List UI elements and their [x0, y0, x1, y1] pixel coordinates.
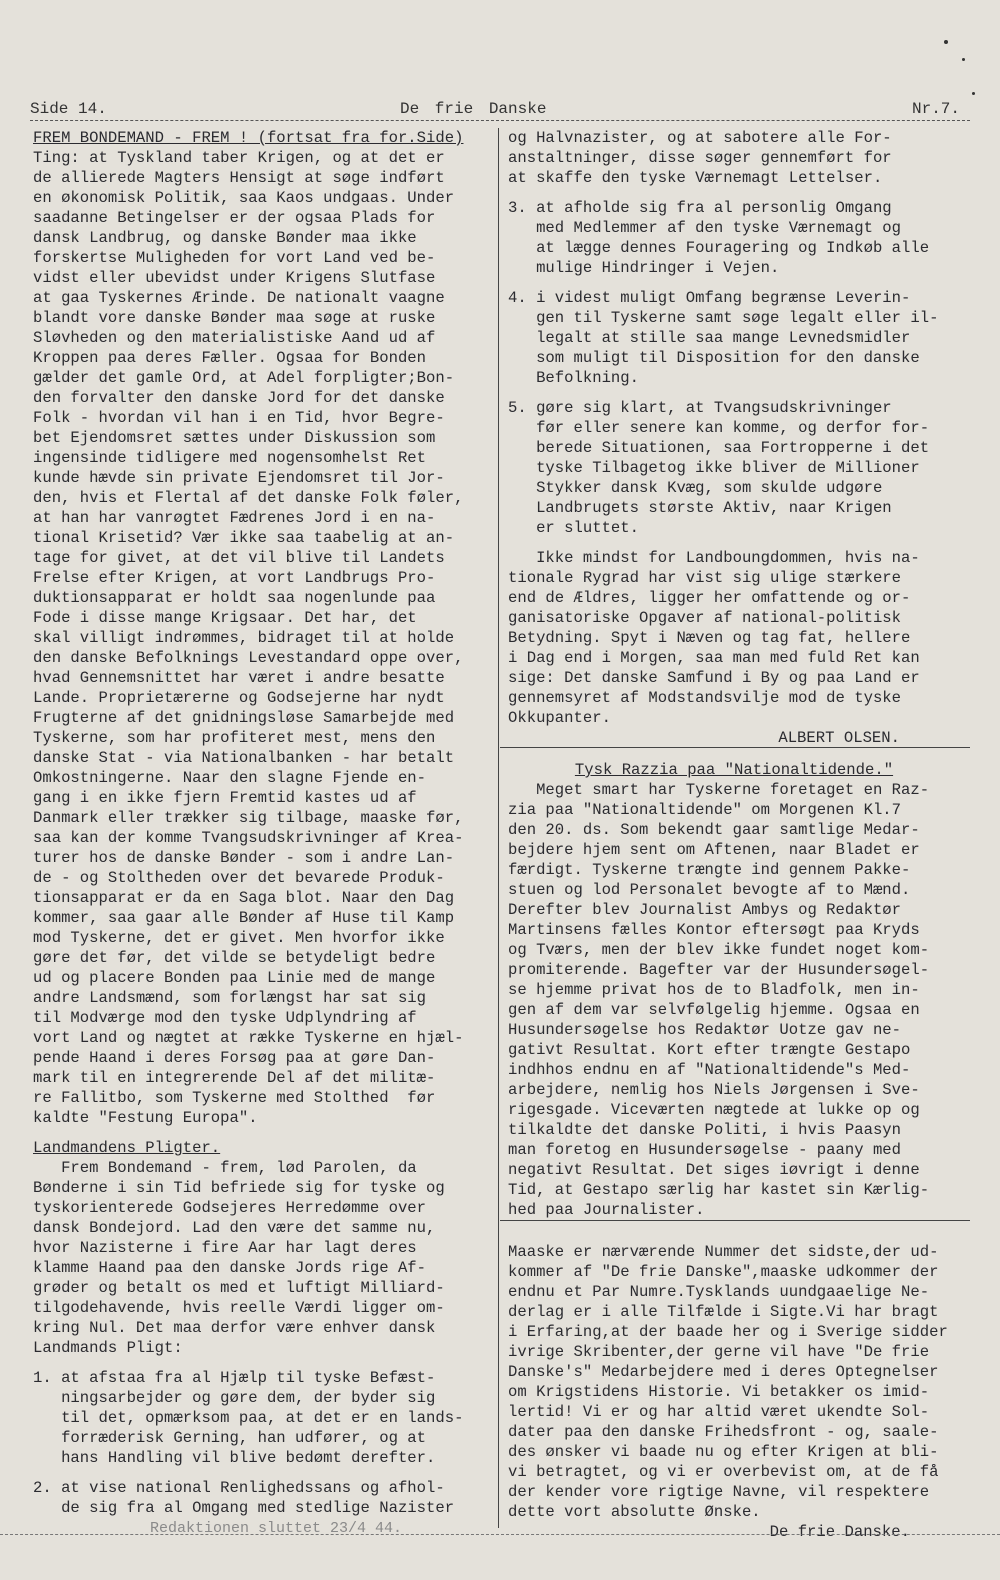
text-line: før eller senere kan komme, og derfor for-	[508, 419, 930, 437]
right-column	[508, 128, 960, 1542]
text-line: Tid, at Gestapo særlig har kastet sin Kærlig-	[508, 1181, 930, 1199]
text-line: mod Tyskerne, det er givet. Men hvorfor ikke	[33, 929, 445, 947]
article-body	[33, 148, 495, 1128]
text-line: 2. at vise national Renlighedssans og afhol-	[33, 1479, 445, 1497]
text-line: Maaske er nærværende Nummer det sidste,der ud-	[508, 1243, 939, 1261]
list-item-5	[508, 398, 960, 538]
editorial-notice	[508, 1242, 960, 1522]
text-line: blandt vore danske Bønder maa søge at ruske	[33, 309, 436, 327]
text-line: Lande. Proprietærerne og Godsejerne har nydt	[33, 689, 445, 707]
text-line: der kender vore rigtige Navne, vil respektere	[508, 1483, 930, 1501]
text-line: Danmark eller trækker sig tilbage, maaske før,	[33, 809, 464, 827]
text-line: klamme Haand paa den danske Jords rige Af-	[33, 1259, 427, 1277]
text-line: Frugterne af det gnidningsløse Samarbejde med	[33, 709, 455, 727]
text-line: end de Ældres, ligger her omfattende og or-	[508, 589, 911, 607]
notice-signature: De frie Danske.	[769, 1523, 910, 1541]
list-item-2	[33, 1478, 495, 1518]
text-line: endnu et Par Numre.Tysklands uundgaaelige Ne-	[508, 1283, 930, 1301]
text-line: bejdere hjem sent om Aftenen, naar Bladet er	[508, 841, 920, 859]
text-line: gativt Resultat. Kort efter trængte Gestapo	[508, 1041, 911, 1059]
text-line: og Halvnazister, og at sabotere alle For-	[508, 129, 892, 147]
newspaper-title: De frie Danske	[400, 100, 547, 118]
text-line: gøre det før, det vilde se betydeligt bedre	[33, 949, 436, 967]
text-line: des ønsker vi baade nu og efter Krigen at bli-	[508, 1443, 939, 1461]
text-line: Ikke mindst for Landboungdommen, hvis na-	[508, 549, 920, 567]
list-item-4	[508, 288, 960, 388]
text-line: gælder det gamle Ord, at Adel forpligter;Bon-	[33, 369, 455, 387]
razzia-title: Tysk Razzia paa "Nationaltidende."	[574, 761, 894, 779]
text-line: Betydning. Spyt i Næven og tag fat, hellere	[508, 629, 911, 647]
text-line: den danske Befolknings Levestandard oppe over,	[33, 649, 464, 667]
text-line: de sig fra al Omgang med stedlige Nazister	[33, 1499, 455, 1517]
text-line: tionsapparat er da en Saga blot. Naar den Dag	[33, 889, 455, 907]
text-line: færdigt. Tyskerne trængte ind gennem Pakke-	[508, 861, 911, 879]
text-line: at han har vanrøgtet Fædrenes Jord i en na-	[33, 509, 436, 527]
text-line: Frem Bondemand - frem, lød Parolen, da	[33, 1159, 417, 1177]
text-line: Ting: at Tyskland taber Krigen, og at det er	[33, 149, 445, 167]
ink-speck	[944, 40, 948, 44]
author-signature: ALBERT OLSEN.	[778, 729, 900, 747]
ink-speck	[962, 58, 965, 61]
text-line: vi betragtet, og vi er overbevist om, at de få	[508, 1463, 939, 1481]
text-line: Sløvheden og den materialistiske Aand ud af	[33, 329, 436, 347]
text-line: tilgodehavende, hvis reelle Værdi ligger om-	[33, 1299, 445, 1317]
text-line: de allierede Magters Hensigt at søge indført	[33, 169, 445, 187]
text-line: tyskorienterede Godsejeres Herredømme over	[33, 1199, 427, 1217]
text-line: Landmands Pligt:	[33, 1339, 183, 1357]
text-line: gen af dem var selvfølgelig hjemme. Ogsaa en	[508, 1001, 920, 1019]
text-line: 4. i videst muligt Omfang begrænse Leverin-	[508, 289, 911, 307]
text-line: at lægge dennes Fouragering og Indkøb alle	[508, 239, 930, 257]
text-line: kaldte "Festung Europa".	[33, 1109, 258, 1127]
text-line: danske Stat - via Nationalbanken - har betalt	[33, 749, 455, 767]
text-line: Meget smart har Tyskerne foretaget en Raz-	[508, 781, 930, 799]
ink-speck	[972, 92, 975, 95]
text-line: kring Nul. Det maa derfor være enhver dansk	[33, 1319, 436, 1337]
text-line: Derefter blev Journalist Ambys og Redaktør	[508, 901, 902, 919]
text-line: den, hvis et Flertal af det danske Folk føler,	[33, 489, 464, 507]
text-line: Kroppen paa deres Fæller. Ogsaa for Bonden	[33, 349, 427, 367]
text-line: dette vort absolutte Ønske.	[508, 1503, 761, 1521]
text-line: Landbrugets største Aktiv, naar Krigen	[508, 499, 892, 517]
text-line: hed paa Journalister.	[508, 1201, 705, 1219]
left-column	[33, 128, 495, 1518]
header-rule	[30, 120, 970, 121]
text-line: Fode i disse mange Krigsaar. Det har, det	[33, 609, 417, 627]
text-line: saadanne Betingelser er der ogsaa Plads for	[33, 209, 436, 227]
text-line: tional Krisetid? Vær ikke saa taabelig at an-	[33, 529, 455, 547]
text-line: ivrige Skribenter,der gerne vil have "De frie	[508, 1343, 930, 1361]
list-item-1	[33, 1368, 495, 1468]
text-line: Tyskerne, som har profiteret mest, mens den	[33, 729, 436, 747]
text-line: om Krigstidens Historie. Vi betakker os imid-	[508, 1383, 930, 1401]
page-number: Side 14.	[30, 100, 107, 118]
section-body	[33, 1158, 495, 1358]
text-line: turer hos de danske Bønder - som i andre Lan-	[33, 849, 455, 867]
text-line: gennemsyret af Modstandsvilje mod de tyske	[508, 689, 902, 707]
text-line: Martinsens fælles Kontor eftersøgt paa Kryds	[508, 921, 920, 939]
section-rule	[500, 747, 970, 748]
text-line: Stykker dansk Kvæg, som skulde udgøre	[508, 479, 883, 497]
text-line: den 20. ds. Som bekendt gaar samtlige Medar-	[508, 821, 920, 839]
list-item-3	[508, 198, 960, 278]
text-line: stuen og lod Personalet bevogte af to Mænd.	[508, 881, 911, 899]
list-item-2-continued	[508, 128, 960, 188]
text-line: 3. at afholde sig fra al personlig Omgang	[508, 199, 892, 217]
text-line: kommer af "De frie Danske",maaske udkommer der	[508, 1263, 939, 1281]
text-line: tyske Tilbagetog ikke bliver de Millioner	[508, 459, 920, 477]
text-line: gen til Tyskerne samt søge legalt eller il-	[508, 309, 939, 327]
text-line: anstaltninger, disse søger gennemført for	[508, 149, 892, 167]
text-line: Husundersøgelse hos Redaktør Uotze gav ne-	[508, 1021, 902, 1039]
razzia-article	[508, 780, 960, 1220]
text-line: negativt Resultat. Det siges iøvrigt i denne	[508, 1161, 920, 1179]
text-line: ganisatoriske Opgaver af national-politisk	[508, 609, 902, 627]
text-line: i Dag end i Morgen, saa man med fuld Ret kan	[508, 649, 920, 667]
text-line: sige: Det danske Samfund i By og paa Land er	[508, 669, 920, 687]
text-line: den forvalter den danske Jord for det danske	[33, 389, 445, 407]
closing-paragraph	[508, 548, 960, 728]
text-line: man foretog en Husundersøgelse - paany med	[508, 1141, 902, 1159]
footer-rule	[0, 1534, 1000, 1535]
text-line: re Fallitbo, som Tyskerne med Stolthed før	[33, 1089, 436, 1107]
text-line: en økonomisk Politik, saa Kaos undgaas. Under	[33, 189, 455, 207]
page-header	[30, 100, 970, 120]
text-line: ningsarbejder og gøre dem, der byder sig	[33, 1389, 436, 1407]
text-line: Omkostningerne. Naar den slagne Fjende en-	[33, 769, 427, 787]
text-line: derlag er i alle Tilfælde i Sigte.Vi har bragt	[508, 1303, 939, 1321]
notice-rule	[500, 1220, 970, 1221]
text-line: er sluttet.	[508, 519, 640, 537]
text-line: vort Land og nægtet at række Tyskerne en hjæl-	[33, 1029, 464, 1047]
text-line: hvor Nazisterne i fire Aar har lagt deres	[33, 1239, 417, 1257]
text-line: hvad Gennemsnittet har været i andre besatte	[33, 669, 445, 687]
text-line: Befolkning.	[508, 369, 640, 387]
text-line: hans Handling vil blive bedømt derefter.	[33, 1449, 436, 1467]
text-line: Frelse efter Krigen, at vort Landbrugs Pro-	[33, 569, 436, 587]
text-line: Danske's" Medarbejdere med i deres Optegnelser	[508, 1363, 939, 1381]
text-line: vidst eller ubevidst under Krigens Slutfase	[33, 269, 436, 287]
text-line: 5. gøre sig klart, at Tvangsudskrivninger	[508, 399, 892, 417]
text-line: forskertse Muligheden for vort Land ved be-	[33, 249, 436, 267]
article-title: FREM BONDEMAND - FREM ! (fortsat fra for.Side)	[33, 129, 464, 147]
text-line: til Modværge mod den tyske Udplyndring af	[33, 1009, 417, 1027]
text-line: og Tværs, men der blev ikke fundet noget kom-	[508, 941, 930, 959]
text-line: 1. at afstaa fra al Hjælp til tyske Befæst-	[33, 1369, 436, 1387]
text-line: dansk Bondejord. Lad den være det samme nu,	[33, 1219, 436, 1237]
column-divider	[498, 128, 499, 1528]
text-line: bet Ejendomsret sættes under Diskussion som	[33, 429, 436, 447]
text-line: skal villigt indrømmes, bidraget til at holde	[33, 629, 455, 647]
text-line: kunde hævde sin private Ejendomsret til Jor-	[33, 469, 445, 487]
text-line: dansk Landbrug, og danske Bønder maa ikke	[33, 229, 417, 247]
issue-number: Nr.7.	[911, 100, 960, 118]
text-line: Okkupanter.	[508, 709, 611, 727]
text-line: at gaa Tyskernes Ærinde. De nationalt vaagne	[33, 289, 445, 307]
text-line: tilkaldte det danske Politi, i hvis Paasyn	[508, 1121, 902, 1139]
text-line: at skaffe den tyske Værnemagt Lettelser.	[508, 169, 883, 187]
section-heading: Landmandens Pligter.	[33, 1139, 221, 1157]
text-line: duktionsapparat er holdt saa nogenlunde paa	[33, 589, 436, 607]
text-line: zia paa "Nationaltidende" om Morgenen Kl.7	[508, 801, 902, 819]
text-line: mulige Hindringer i Vejen.	[508, 259, 780, 277]
text-line: i Erfaring,at der baade her og i Sverige sidder	[508, 1323, 948, 1341]
text-line: andre Landsmænd, som forlængst har sat sig	[33, 989, 427, 1007]
text-line: rigesgade. Viceværten nægtede at lukke op og	[508, 1101, 920, 1119]
text-line: tage for givet, at det vil blive til Landets	[33, 549, 445, 567]
text-line: forræderisk Gerning, han udfører, og at	[33, 1429, 427, 1447]
text-line: lertid! Vi er og har altid været ukendte Sol-	[508, 1403, 930, 1421]
text-line: grøder og betalt os med et luftigt Milliard-	[33, 1279, 445, 1297]
text-line: ud og placere Bonden paa Linie med de mange	[33, 969, 436, 987]
text-line: arbejdere, nemlig hos Niels Jørgensen i Sve-	[508, 1081, 920, 1099]
text-line: til det, opmærksom paa, at det er en lands-	[33, 1409, 464, 1427]
text-line: kommer, saa gaar alle Bønder af Huse til Kamp	[33, 909, 455, 927]
footer-note: Redaktionen sluttet 23/4 44.	[150, 1520, 403, 1537]
text-line: gang i en ikke fjern Fremtid kastes ud af	[33, 789, 417, 807]
text-line: ingensinde tidligere med nogensomhelst Ret	[33, 449, 427, 467]
text-line: mark til en integrerende Del af det militæ-	[33, 1069, 436, 1087]
text-line: berede Situationen, saa Fortropperne i det	[508, 439, 930, 457]
text-line: tionale Rygrad har vist sig ulige stærkere	[508, 569, 902, 587]
text-line: legalt at stille saa mange Levnedsmidler	[508, 329, 911, 347]
text-line: Bønderne i sin Tid befriede sig for tyske og	[33, 1179, 445, 1197]
text-line: Folk - hvordan vil han i en Tid, hvor Begre-	[33, 409, 445, 427]
text-line: dater paa den danske Frihedsfront - og, saale-	[508, 1423, 939, 1441]
text-line: med Medlemmer af den tyske Værnemagt og	[508, 219, 902, 237]
text-line: saa kan der komme Tvangsudskrivninger af Krea-	[33, 829, 464, 847]
text-line: indhhos endnu en af "Nationaltidende"s Med-	[508, 1061, 911, 1079]
text-line: som muligt til Disposition for den danske	[508, 349, 920, 367]
text-line: se hjemme privat hos de to Bladfolk, men in-	[508, 981, 920, 999]
text-line: promiterende. Bagefter var der Husundersøgel-	[508, 961, 930, 979]
text-line: pende Haand i deres Forsøg paa at gøre Dan-	[33, 1049, 436, 1067]
text-line: de - og Stoltheden over det bevarede Produk-	[33, 869, 445, 887]
